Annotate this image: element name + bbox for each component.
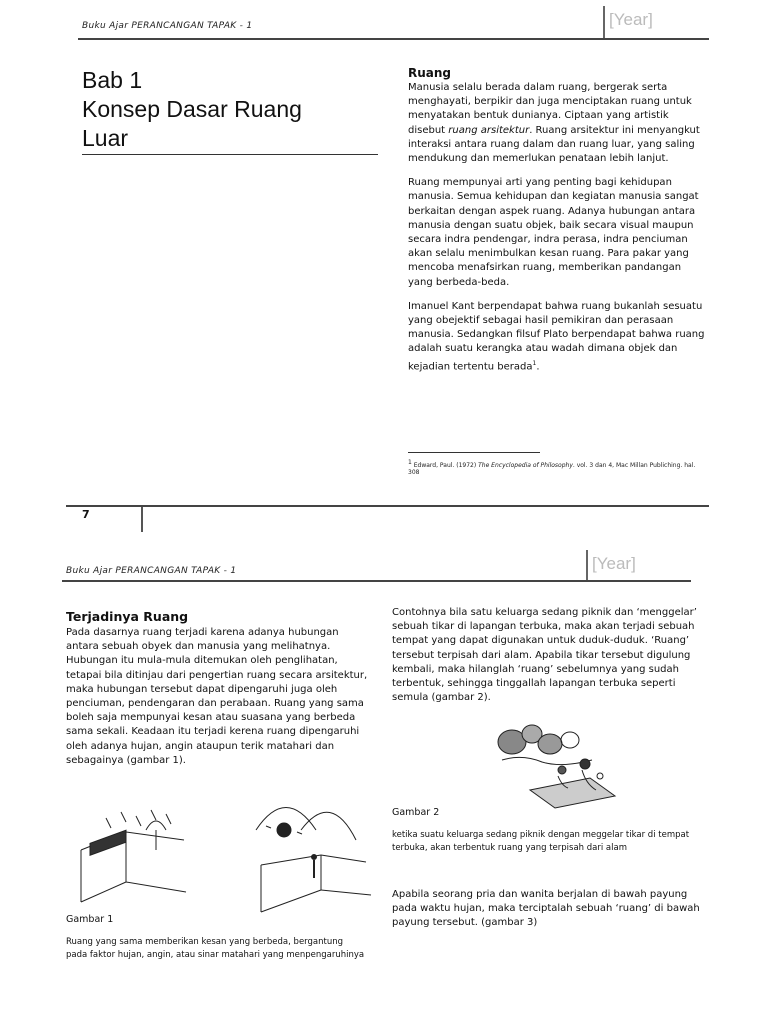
chapter-title-line3: Luar — [82, 125, 129, 151]
page2-header-divider — [586, 550, 588, 580]
chapter-title-underline — [82, 154, 378, 155]
page1-footer-rule — [66, 505, 709, 507]
g2-horizon — [502, 757, 592, 764]
terjadinya-ruang-paragraph: Pada dasarnya ruang terjadi karena adanya hubungan antara sebuah obyek dan manusia yang melihatnya. Hubungan itu mula-mula ditemukan oleh penglihatan, tetapai bila ditinjau dari pengertian ruang secara arsitektur, maka hubungan tersebut dapat dipengaruhi juga oleh penciuman, pendengaran dan perabaan. Ruang yang sama boleh saja mempunyai kesan atau suasana yang berbeda sama sekali. Keadaan itu terjadi kerena ruang dipengaruhi oleh adanya hujan, angin ataupun terik matahari dan sebagainya (gambar 1). — [66, 627, 368, 766]
chapter-title-line1: Bab 1 — [82, 67, 143, 93]
g2-mat — [530, 778, 615, 808]
footnote-italic: The Encyclopedia of Philosophy — [478, 462, 573, 469]
piknik-paragraph: Contohnya bila satu keluarga sedang piknik dan ‘menggelar’ sebuah tikar di lapangan terbuka, maka akan terjadi sebuah tempat yang dapat digunakan untuk duduk-duduk. ‘Ruang’ tersebut terpisah dari alam. Apabila tikar tersebut digulung kembali, maka hilanglah ‘ruang’ sebelumnya yang sudah terbentuk, sehingga tinggallah lapangan terbuka seperti semula (gambar 2). — [392, 607, 697, 704]
g1-left-arc — [146, 821, 166, 830]
ruang-p1-text-b: . Ruang arsitektur ini menyangkut interaksi antara ruang dalam dan ruang luar, yang saling mendukung dan memerlukan penataan lebih lanjut. — [408, 124, 700, 165]
g2-person-2-head — [580, 759, 590, 769]
g1-right-figure-head — [312, 855, 317, 860]
ruang-paragraph-1 — [408, 81, 706, 166]
g1-rain-5 — [166, 814, 171, 824]
section-title-terjadinya-ruang: Terjadinya Ruang — [66, 609, 189, 624]
page1-header-rule — [78, 38, 709, 40]
page1-header-divider — [603, 6, 605, 38]
g1-right-wall-base — [261, 890, 321, 912]
g1-sun-ray-2 — [297, 832, 302, 834]
gambar-2-label: Gambar 2 — [392, 807, 440, 818]
footnote-number: 1 — [408, 459, 412, 466]
g2-person-1-head — [558, 766, 566, 774]
gambar-2-illustration — [490, 720, 620, 812]
gambar-2-drawing — [490, 720, 620, 812]
g1-sun-ray-1 — [266, 826, 271, 828]
gambar-1-label: Gambar 1 — [66, 914, 114, 925]
page2-header-rule — [62, 580, 691, 582]
gambar-1-caption: Ruang yang sama memberikan kesan yang berbeda, bergantung pada faktor hujan, angin, atau sinar matahari yang menpengaruhinya — [66, 937, 365, 960]
page-number: 7 — [82, 508, 90, 521]
page2-header-title: Buku Ajar PERANCANGAN TAPAK - 1 — [66, 566, 237, 576]
ruang-p3-text: Imanuel Kant berpendapat bahwa ruang bukanlah sesuatu yang obejektif sebagai hasil pemikiran dan perasaan manusia. Sedangkan filsuf Plato berpendapat bahwa ruang adalah suatu kerangka atau wadah dimana objek dan kejadian tertentu berada — [408, 300, 705, 372]
ruang-paragraph-2: Ruang mempunyai arti yang penting bagi kehidupan manusia. Semua kehidupan dan kegiatan manusia sangat berkaitan dengan aspek ruang. Adanya hubungan antara manusia dengan suatu objek, baik secara visual maupun secara indra pendengar, indra perasa, indra penciuman akan selalu menimbulkan kesan ruang. Para pakar yang mencoba menafsirkan ruang, memberikan pandangan yang berbeda-beda. — [408, 177, 699, 288]
footnote-text-b: . vol. 3 dan 4, Mac Millan Publiching. hal. 308 — [408, 462, 696, 476]
footnote-separator — [408, 452, 540, 453]
g2-child-head — [597, 773, 603, 779]
gambar-1-drawing — [66, 790, 376, 920]
ruang-p3-end: . — [536, 360, 540, 372]
g1-rain-4 — [151, 810, 156, 820]
g2-tree-4 — [561, 732, 579, 748]
ruang-p1-text-a: Manusia selalu berada dalam ruang, bergerak serta menghayati, berpikir dan juga menciptakan ruang untuk menyatakan bentuk dunianya. Ciptaan yang artistik disebut — [408, 82, 692, 136]
g1-rain-2 — [121, 812, 126, 822]
gambar-2-caption: ketika suatu keluarga sedang piknik dengan meggelar tikar di tempat terbuka, akan terbentuk ruang yang terpisah dari alam — [392, 830, 690, 853]
chapter-title-line2: Konsep Dasar Ruang — [82, 96, 302, 122]
g1-left-dark-block — [90, 830, 126, 855]
g1-right-arc-2 — [301, 812, 356, 840]
page1-header-title: Buku Ajar PERANCANGAN TAPAK - 1 — [82, 21, 253, 31]
ruang-paragraph-3 — [408, 300, 706, 374]
g2-tree-3 — [538, 734, 562, 754]
g1-left-wall-base — [81, 882, 126, 902]
page2-header-year: [Year] — [592, 554, 636, 573]
gambar-1-illustration — [66, 790, 376, 920]
section-ruang-body — [408, 81, 706, 384]
payung-paragraph: Apabila seorang pria dan wanita berjalan di bawah payung pada waktu hujan, maka terciptalah sebuah ‘ruang’ di bawah payung tersebut. (gambar 3) — [392, 889, 700, 929]
footnote-ref[interactable]: 1 — [532, 359, 537, 367]
chapter-title — [82, 66, 382, 153]
g1-rain-3 — [136, 816, 141, 826]
ruang-p1-italic: ruang arsitektur — [448, 124, 530, 136]
page-number-divider — [141, 507, 143, 532]
g1-right-ground — [321, 890, 371, 895]
footnote — [408, 459, 708, 476]
g1-left-back-wall — [126, 832, 184, 840]
g1-rain-1 — [106, 818, 111, 828]
g1-left-ground — [126, 882, 186, 892]
footnote-text-a: Edward, Paul. (1972) — [413, 462, 477, 469]
g1-right-back-wall — [321, 855, 366, 862]
section-title-ruang: Ruang — [408, 66, 452, 80]
page1-header-year: [Year] — [609, 10, 653, 29]
g1-sun — [277, 823, 291, 837]
